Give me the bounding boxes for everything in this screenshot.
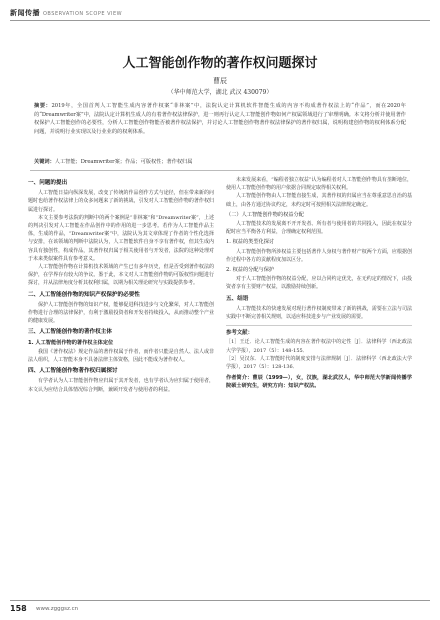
paragraph: 我国《著作权法》规定作品的著作权属于作者，而作者只能是自然人、法人或非法人组织，人工智能本身不具备法律主体资格，因此不能成为著作权人。 (28, 348, 214, 364)
section-heading: 四、人工智能创作物著作权归属探讨 (28, 368, 118, 375)
journal-website: www.zgggsz.cn (36, 606, 79, 612)
section-heading: 二、人工智能创作物的知识产权保护的必要性 (28, 291, 140, 298)
page-number: 158 (10, 604, 27, 613)
abstract-label: 摘要： (34, 103, 52, 109)
subsection-heading: 2. 权益的分配与保护 (226, 267, 275, 274)
running-header (0, 0, 440, 22)
paragraph: 人工智能技术的快速发展对现行著作权制度带来了新的挑战，需要在立法与司法实践中不断完善相关规则，以适应科技进步与产业发展的需要。 (226, 305, 412, 321)
subsection-heading: （二）人工智能创作物的权益分配 (226, 211, 304, 218)
author-affiliation: （华中师范大学，湖北 武汉 430079） (167, 89, 273, 96)
journal-section-label (10, 8, 122, 18)
section-name: 新闻传播 (10, 9, 40, 17)
subsection-heading: 1. 权益的类型化探讨 (226, 239, 275, 246)
keywords-label: 关键词： (34, 159, 55, 165)
paragraph: 有学者认为人工智能创作物应归属于其开发者，也有学者认为应归属于使用者，本文认为应结合具体情况综合判断，兼顾开发者与使用者的利益。 (28, 378, 214, 393)
paragraph: 人工智能创作物在计算机技术领域的产生已有多年历史，但是否受到著作权法的保护，在学界存有较大的争议。鉴于此，本文对人工智能创作物的可版权性问题进行探讨，并从法律角度分析其权利归属，以期为相关理论研究与实践提供参考。 (28, 264, 214, 287)
reference-item: ［1］王迁．论人工智能生成的内容在著作权法中的定性［J］．法律科学（西北政法大学学报），2017（5）：148-155． (226, 339, 412, 354)
footer-rule (10, 600, 430, 601)
author-name: 曹辰 (213, 77, 227, 85)
paragraph: 未来发展来看，“编程者独立权益”认为编程者对人工智能创作物具有垄断地位，使用人工智能创作物的用户依据合同规定取得相关权利。 (226, 177, 412, 192)
paragraph: 人工智能技术的发展离不开开发者、所有者与使用者的共同投入，因此在权益分配时应当平衡各方利益，合理确定权利范围。 (226, 221, 412, 236)
section-subtitle: OBSERVATION SCOPE VIEW (43, 11, 123, 17)
paragraph: 人工智能创作物所涉权益主要包括著作人身权与著作财产权两个方面，应根据创作过程中各方的贡献程度加以区分。 (226, 248, 412, 263)
section-heading: 三、人工智能创作物的著作权主体 (28, 329, 112, 336)
abstract-text: 2019年，全国首判人工智能生成内容著作权案“菲林案”中，法院认定计算机软件智能生成的内容不构成著作权法上的“作品”，而在2020年的“Dreamwriter案”中，法院认定计算机生成人的有着著作权法律保护，进一则再行认定人工智能创作物如何产权属领域进行了审理明确。本文将分析并使用著作权保护人工智能创作的必要性，分析人工智能创作物能否被著作权法保护，并讨论人工智能创作物著作权法律保护的著作权归属，说明构建创作物的权利体系分配问题，并说明行业实现以及行业业的的权利体系。 (34, 103, 406, 135)
section-heading: 一、问题的提出 (28, 180, 68, 186)
header-rule (10, 20, 430, 21)
reference-item: ［2］吴汉东．人工智能时代的制度安排与法律规制［J］．法律科学（西北政法大学学报），2017（5）：128-136． (226, 355, 412, 371)
article-title: 人工智能创作物的著作权问题探讨 (122, 56, 318, 71)
abstract-divider (30, 170, 410, 171)
paragraph: 本文主要参考法院的判断中的两个案例是“菲林案”和“Dreamwriter案”，上述的判决引发对人工智能在作品创作中的作用的进一步思考。若作为人工智能作品主体，生成的作品，“Dreamwriter案”中，法院认为其文章体现了作者的个性化选择与安排，在该领域的判断中法院认为，人工智能软件自身不享有著作权，但其生成内容具有独创性，构成作品，其著作权归属于相关使用者与开发者，法院的这种处理对于未来类似案件具有参考意义。 (28, 214, 214, 262)
keywords-text: 人工智能；Dreamwriter案；作品；可版权性；著作权归属 (54, 159, 193, 165)
body-column-right (226, 176, 412, 391)
author-bio: 作者简介：曹辰（1999—），女，汉族，湖北武汉人，华中师范大学新闻传播学院硕士研究生，研究方向：知识产权法。 (226, 375, 412, 390)
references (226, 325, 412, 371)
paragraph: 人工智能创作物由人工智能直接生成，其著作权的归属应当在尊重意思自治的基础上，由各方通过协议约定，未约定时可按照相关法律规定确定。 (226, 193, 412, 208)
references-label: 参考文献： (226, 330, 253, 337)
paragraph: 对于人工智能创作物的权益分配，应以合同约定优先，在无约定的情况下，由投资者享有主要财产权益，以激励持续创新。 (226, 276, 412, 291)
paragraph: 保护人工智能创作物的知识产权，能够促进科技进步与文化繁荣，对人工智能创作物进行合理的法律保护，有利于激励投资者和开发者持续投入，从而推动整个产业的健康发展。 (28, 301, 214, 325)
keywords (34, 158, 406, 166)
section-heading: 五、结语 (226, 295, 249, 302)
abstract (34, 102, 406, 136)
paragraph: 人工智能日益向纵深发展，改变了传统的作品创作方式与途径，但在带来新的问题时也给著作权法律上的众多问题来了新的挑战，引发对人工智能创作物的著作权归属进行探讨。 (28, 190, 214, 213)
subsection-heading: 1. 人工智能创作物的著作权主体定位 (28, 339, 114, 346)
body-column-left (28, 176, 214, 394)
